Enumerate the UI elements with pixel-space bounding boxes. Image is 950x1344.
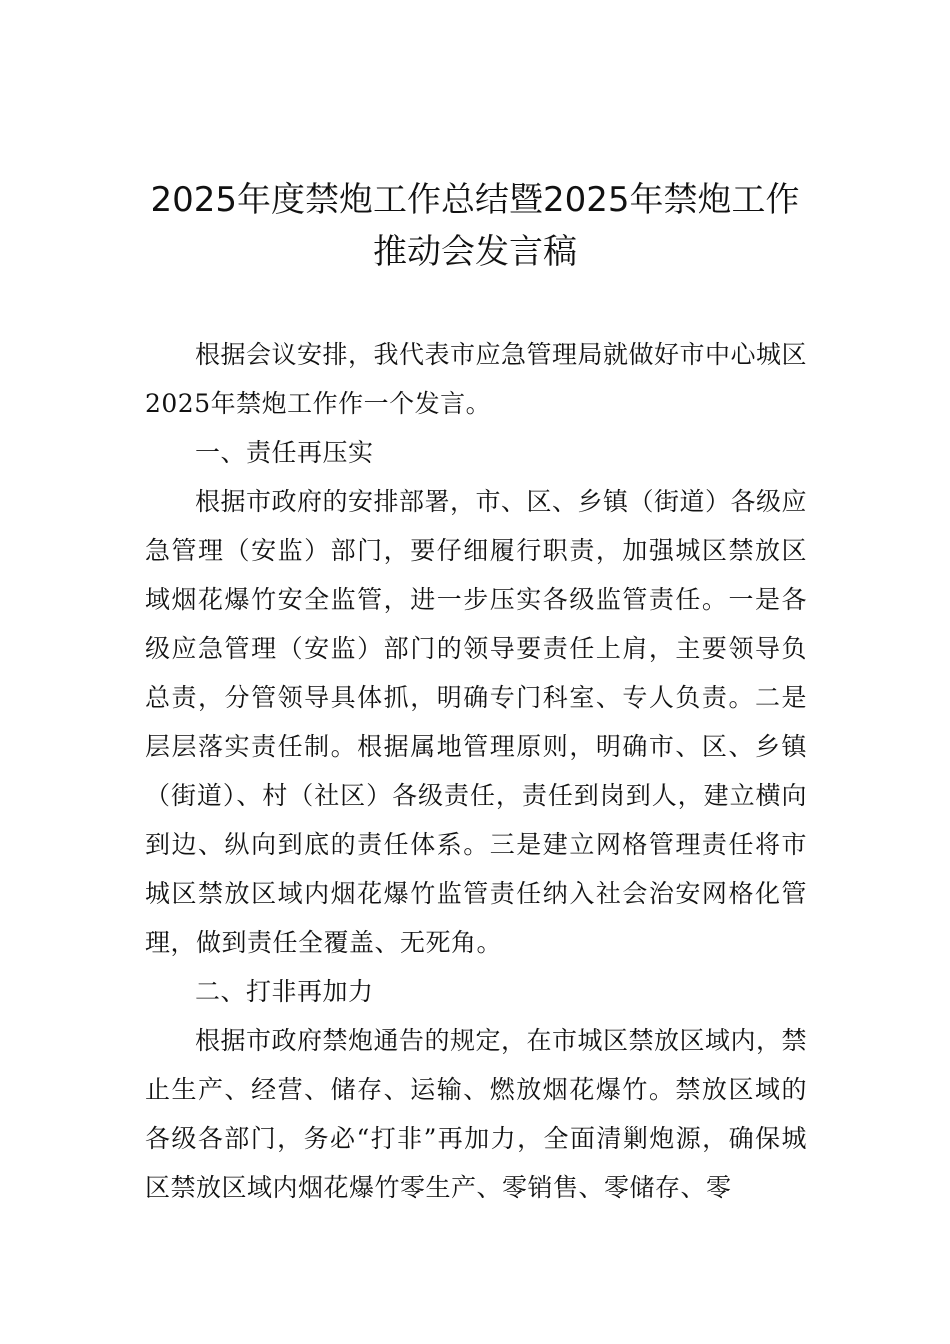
section-1-heading: 一、责任再压实 xyxy=(195,438,374,467)
title-line-1: 2025年度禁炮工作总结暨2025年禁炮工作 xyxy=(150,180,800,220)
title-line-2: 推动会发言稿 xyxy=(373,232,577,272)
section-1-paragraph: 根据市政府的安排部署，市、区、乡镇（街道）各级应急管理（安监）部门，要仔细履行职责，加强城区禁放区域烟花爆竹安全监管，进一步压实各级监管责任。一是各级应急管理（安监）部门的领导要责任上肩，主要领导负总责，分管领导具体抓，明确专门科室、专人负责。二是层层落实责任制。根据属地管理原则，明确市、区、乡镇（街道）、村（社区）各级责任，责任到岗到人，建立横向到边、纵向到底的责任体系。三是建立网格管理责任将市城区禁放区域内烟花爆竹监管责任纳入社会治安网格化管理，做到责任全覆盖、无死角。 xyxy=(145,487,808,957)
intro-paragraph: 根据会议安排，我代表市应急管理局就做好市中心城区2025年禁炮工作作一个发言。 xyxy=(145,340,808,418)
document-body xyxy=(145,330,807,1212)
section-2-paragraph: 根据市政府禁炮通告的规定，在市城区禁放区域内，禁止生产、经营、储存、运输、燃放烟花爆竹。禁放区域的各级各部门，务必“打非”再加力，全面清剿炮源，确保城区禁放区域内烟花爆竹零生产、零销售、零储存、零 xyxy=(145,1026,808,1202)
section-2-heading: 二、打非再加力 xyxy=(195,977,374,1006)
document-title xyxy=(130,174,820,278)
